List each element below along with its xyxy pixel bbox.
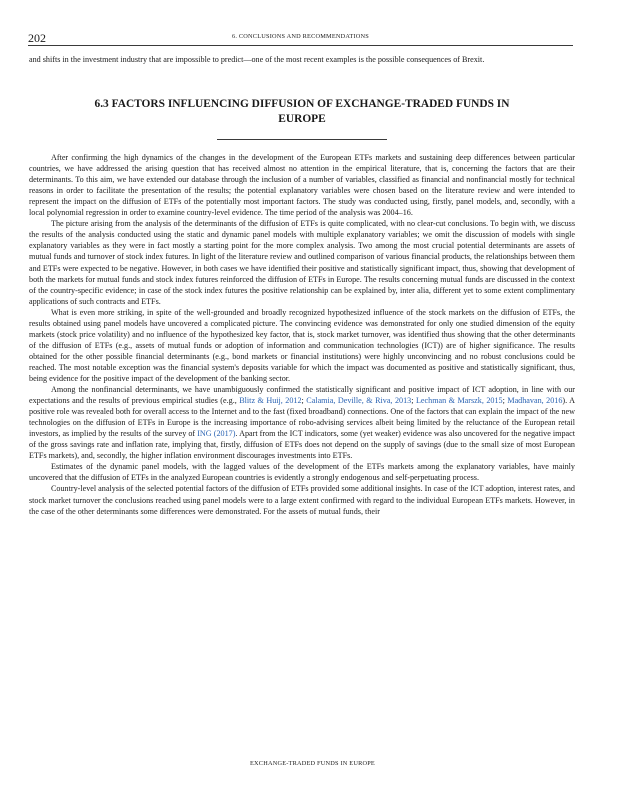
paragraph-5: Estimates of the dynamic panel models, with the lagged values of the development of the ETFs markets among the explanatory variables, have mainly uncovered that the diffusion of ETFs in the analyzed European countries is evidently a strongly endogenous and self-perpetuating process. bbox=[29, 462, 575, 483]
paragraph-1: After confirming the high dynamics of the changes in the development of the European ETFs markets and sustaining deep differences between particular countries, we have addressed the arising question that has received almost no attention in the empirical literature, that is, concerning the factors that are their determinants. To this aim, we have extended our database through the inclusion of a number of variables, classified as financial and nonfinancial mostly for technical reasons in order to facilitate the presentation of the results; the potential explanatory variables were chosen based on the literature review and were intended to represent the impact on the diffusion of ETFs of the potentially most important factors. The study was conducted using, firstly, panel models, and, secondly, with a local polynomial regression in order to examine country-level evidence. The time period of the analysis was 2004–16. bbox=[29, 153, 575, 218]
continued-paragraph: and shifts in the investment industry that are impossible to predict—one of the most recent examples is the possible consequences of Brexit. bbox=[29, 55, 485, 64]
page-number: 202 bbox=[28, 31, 46, 45]
paragraph-4-text-end: . Apart from the ICT indicators, some (yet weaker) evidence was also uncovered for the negative impact of the gross savings rate and inflation rate, implying that, firstly, diffusion of ETFs does not depend on the supply of savings (due to the small size of most European ETFs markets), and, secondly, the higher inflation environment discourages investments into ETFs. bbox=[29, 429, 576, 461]
citation-ing-2017[interactable]: ING (2017) bbox=[197, 429, 236, 439]
paragraph-2: The picture arising from the analysis of the determinants of the diffusion of ETFs is quite complicated, with no clear-cut conclusions. To begin with, we discuss the results of the analysis conducted using the static and dynamic panel models with multiple explanatory variables; we omit the discussion of models with single explanatory variables as they were in fact mostly a starting point for the more complex analysis. Two among the most crucial potential determinants are assets of mutual funds and turnover of stock index futures. In light of the literature review and outlined comparison of various financial products, the relationships between them and ETFs were expected to be negative. However, in both cases we have identified their positive and statistically significant impact, thus, showing that development of both the markets for mutual funds and stock index futures reinforced the diffusion of ETFs in Europe. The results concerning mutual funds are discussed in the context of the country-specific evidence; in case of the stock index futures the positive relationship can be explained by, inter alia, different yet to some extent complimentary applications of such contracts and ETFs. bbox=[29, 219, 575, 306]
citation-separator: ; bbox=[502, 396, 508, 406]
page-header bbox=[28, 29, 573, 46]
citation-blitz-huij-2012[interactable]: Blitz & Huij, 2012 bbox=[239, 396, 302, 406]
citation-separator: ; bbox=[301, 396, 307, 406]
section-heading: 6.3 FACTORS INFLUENCING DIFFUSION OF EXCHANGE-TRADED FUNDS IN EUROPE bbox=[94, 98, 510, 126]
paragraph-4 bbox=[29, 384, 575, 461]
citation-separator: ; bbox=[411, 396, 416, 406]
citation-lechman-marszk-2015[interactable]: Lechman & Marszk, 2015 bbox=[415, 396, 503, 406]
paragraph-4-text-middle: ). A positive role was revealed both for overall access to the Internet and to the fast (fixed broadband) connections. One of the factors that can explain the impact of the new technologies on the diffusion of ETFs in Europe is the increasing importance of robo-advising services albeit being limited by the reluctance of the European retail investors, as implied by the results of the survey of bbox=[29, 396, 576, 439]
paragraph-3: What is even more striking, in spite of the well-grounded and broadly recognized hypothesized influence of the stock markets on the diffusion of ETFs, the results obtained using panel models have uncovered a complicated picture. The convincing evidence was demonstrated for only one studied dimension of the equity markets (stock price volatility) and no influence of the hypothesized key factor, that is, stock market turnover, was identified thus showing that the other determinants of the diffusion of ETFs (e.g., assets of mutual funds or adoption of information and communication technologies (ICT)) are of higher significance. The results obtained for the other possible financial determinants (e.g., bond markets or financial institutions) were highly unconvincing and no robust conclusions could be reached. The most notable exception was the financial system's deposits variable for which the impact was documented as positive and statistically significant, thus, being evidence for the positive impact of the development of the banking sector. bbox=[29, 307, 575, 383]
page-body bbox=[29, 54, 575, 517]
citation-calamia-2013[interactable]: Calamia, Deville, & Riva, 2013 bbox=[306, 396, 412, 406]
citation-madhavan-2016[interactable]: Madhavan, 2016 bbox=[507, 396, 563, 406]
section-heading-rule bbox=[217, 139, 387, 140]
running-head: 6. CONCLUSIONS AND RECOMMENDATIONS bbox=[232, 33, 369, 40]
paragraph-6: Country-level analysis of the selected potential factors of the diffusion of ETFs provided some additional insights. In case of the ICT adoption, interest rates, and stock market turnover the conclusions reached using panel models were to a large extent confirmed with regard to the individual European ETFs markets. However, in the case of the other determinants some differences were demonstrated. For the assets of mutual funds, their bbox=[29, 484, 575, 516]
page-footer: EXCHANGE-TRADED FUNDS IN EUROPE bbox=[250, 760, 375, 767]
paragraph-4-text-start: Among the nonfinancial determinants, we have unambiguously confirmed the statistically significant and positive impact of ICT adoption, in line with our expectations and the results of previous empirical studies (e.g., bbox=[29, 385, 575, 406]
